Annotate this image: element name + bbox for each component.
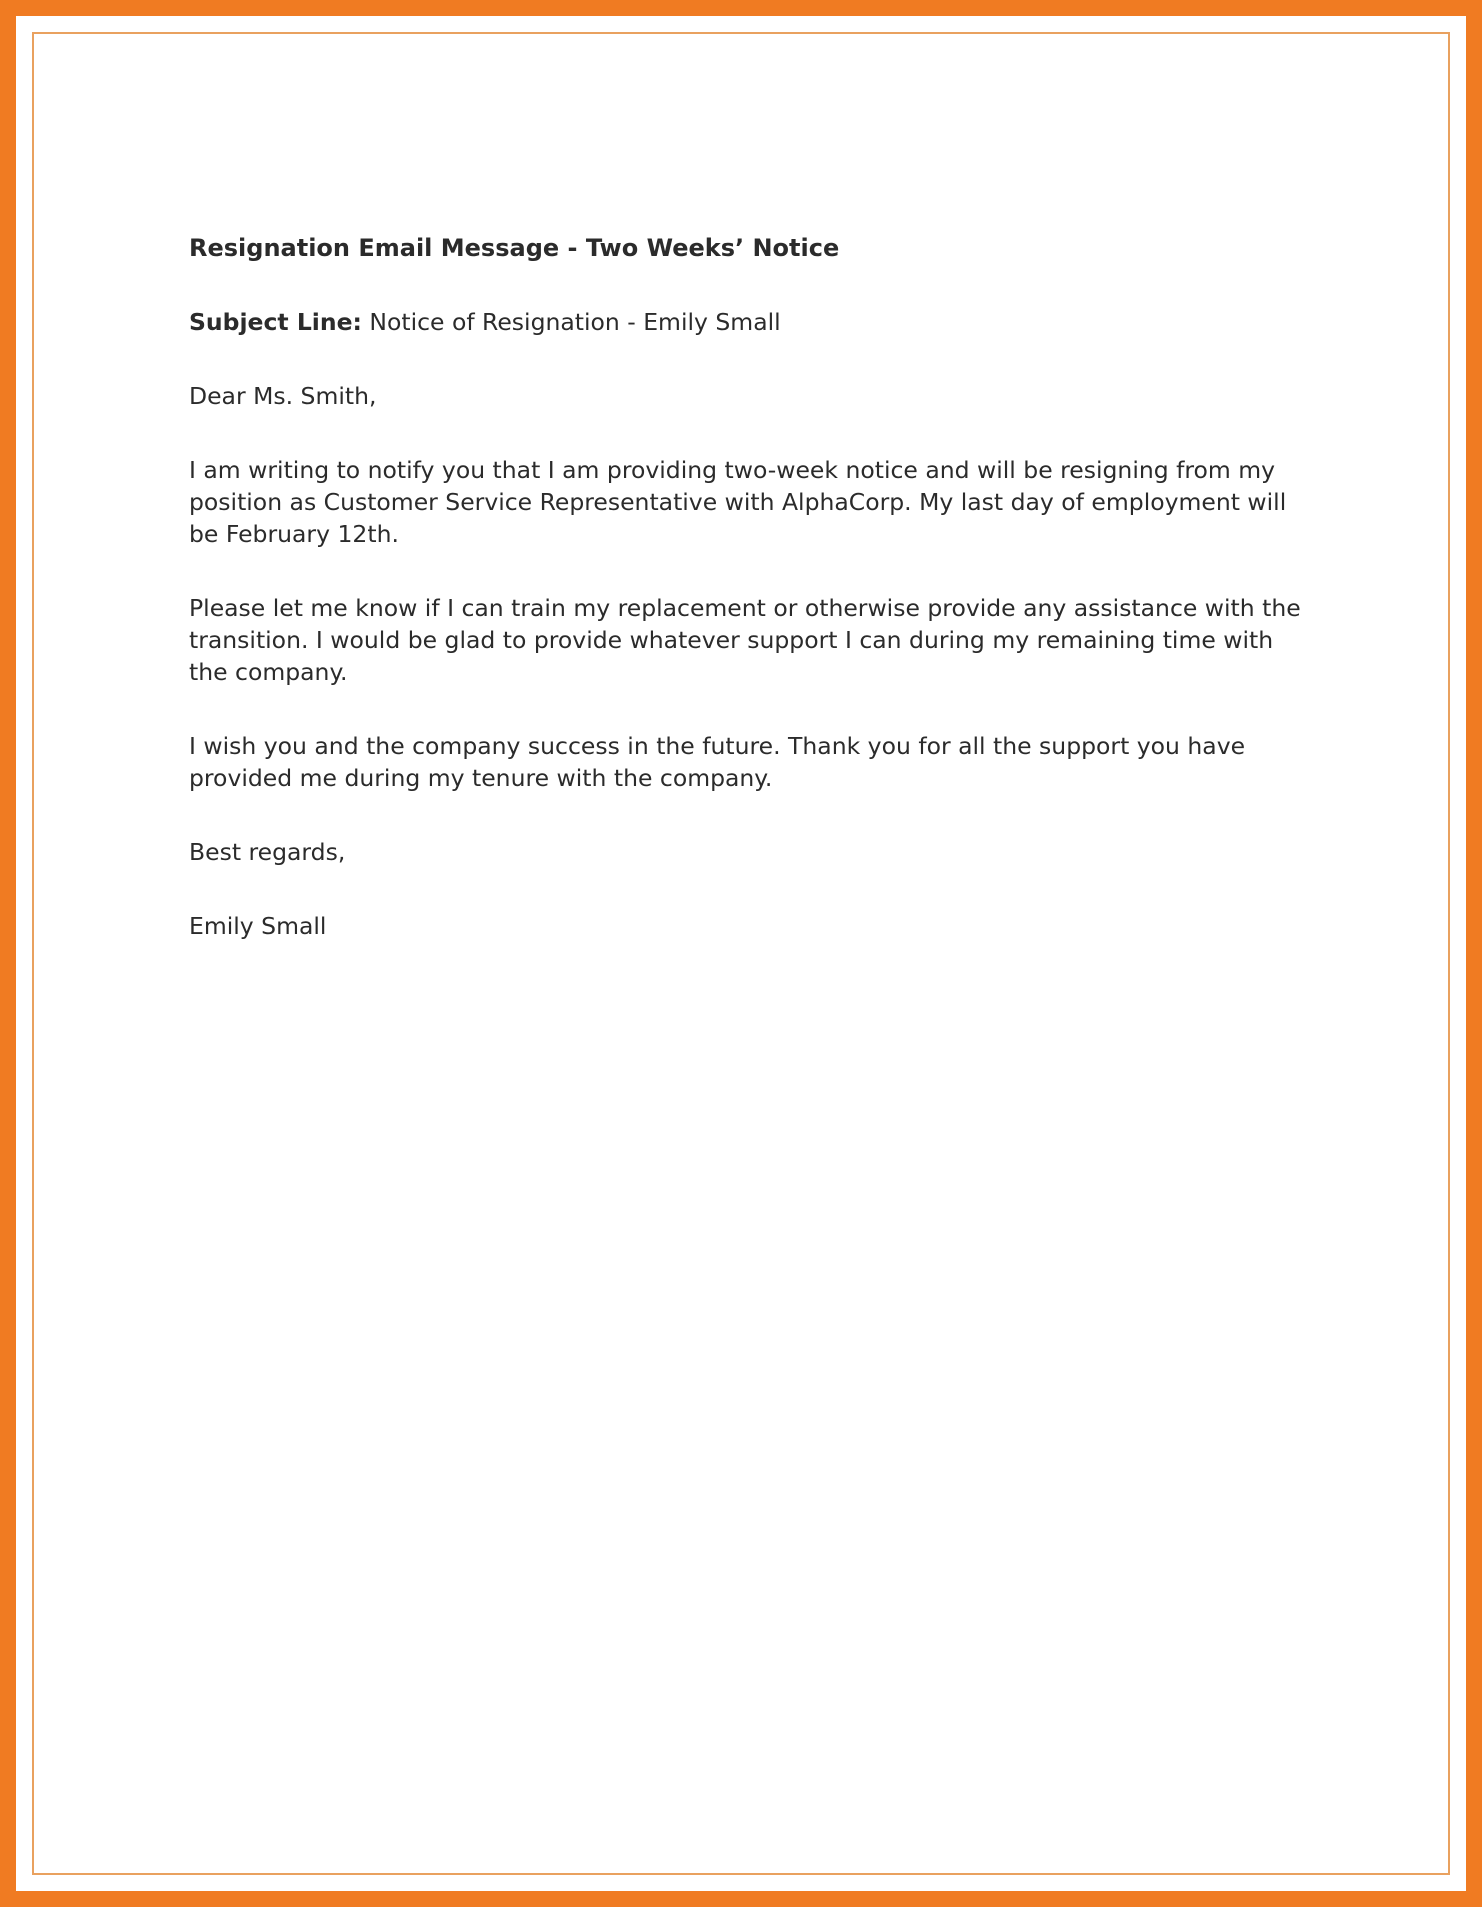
subject-value: Notice of Resignation - Emily Small [361, 308, 781, 336]
closing: Best regards, [189, 838, 346, 866]
paragraph-transition: Please let me know if I can train my replacement or otherwise provide any assistance with the transition. I would be glad to provide whatever support I can during my remaining time with the company. [189, 594, 1301, 686]
letter-body [189, 232, 1309, 984]
document-title: Resignation Email Message - Two Weeks’ Notice [189, 234, 840, 262]
subject-line [189, 306, 1309, 338]
subject-label: Subject Line: [189, 308, 362, 336]
salutation: Dear Ms. Smith, [189, 382, 377, 410]
signature: Emily Small [189, 912, 327, 940]
paragraph-thanks: I wish you and the company success in the future. Thank you for all the support you have provided me during my tenure with the company. [189, 732, 1246, 792]
paragraph-notice: I am writing to notify you that I am providing two-week notice and will be resigning from my position as Customer Service Representative with AlphaCorp. My last day of employment will be February 12th. [189, 456, 1287, 548]
